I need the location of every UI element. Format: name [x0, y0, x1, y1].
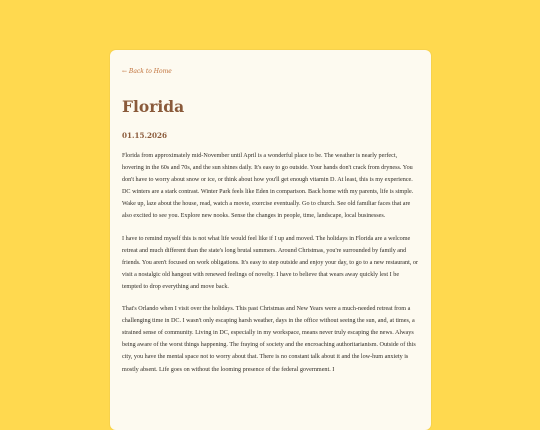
- post-paragraph: That's Orlando when I visit over the holidays. This past Christmas and New Years were a much-needed retreat from a challenging time in DC. I wasn't only escaping harsh weather, days in the office without seeing the sun, and, at times, a strained sense of community. Living in DC, especially in my workspace, means never truly escaping the news. Always being aware of the worst things happening. The fraying of society and the encroaching authoritarianism. Outside of this city, you have the mental space not to worry about that. There is no constant talk about it and the low-hum anxiety is mostly absent. Life goes on without the looming presence of the federal government. I: [122, 306, 416, 373]
- post-paragraph: Florida from approximately mid-November until April is a wonderful place to be. The weather is nearly perfect, hovering in the 60s and 70s, and the sun shines daily. It's easy to go outside. Your hands don't crack from dryness. You don't have to worry about snow or ice, or think about how you'll get enough vitamin D. At least, this is my experience. DC winters are a stark contrast. Winter Park feels like Eden in comparison. Back home with my parents, life is simple. Wake up, laze about the house, read, watch a movie, exercise eventually. Go to church. See old familiar faces that are also excited to see you. Explore new nooks. Sense the changes in people, time, landscape, local businesses.: [122, 153, 414, 220]
- post-paragraph: I have to remind myself this is not what life would feel like if I up and moved. The holidays in Florida are a welcome retreat and much different than the state's long brutal summers. Around Christmas, you're surrounded by family and friends. You aren't focused on work obligations. It's easy to step outside and enjoy your day, to go to a new restaurant, or visit a nostalgic old hangout with renewed feelings of novelty. I have to believe that wears away quickly lest I be tempted to drop everything and move back.: [122, 235, 418, 290]
- post-title: Florida: [122, 97, 185, 116]
- post-card: [110, 50, 431, 430]
- post-body: [122, 150, 420, 386]
- post-date: 01.15.2026: [122, 131, 168, 140]
- back-to-home-link[interactable]: ← Back to Home: [122, 68, 172, 75]
